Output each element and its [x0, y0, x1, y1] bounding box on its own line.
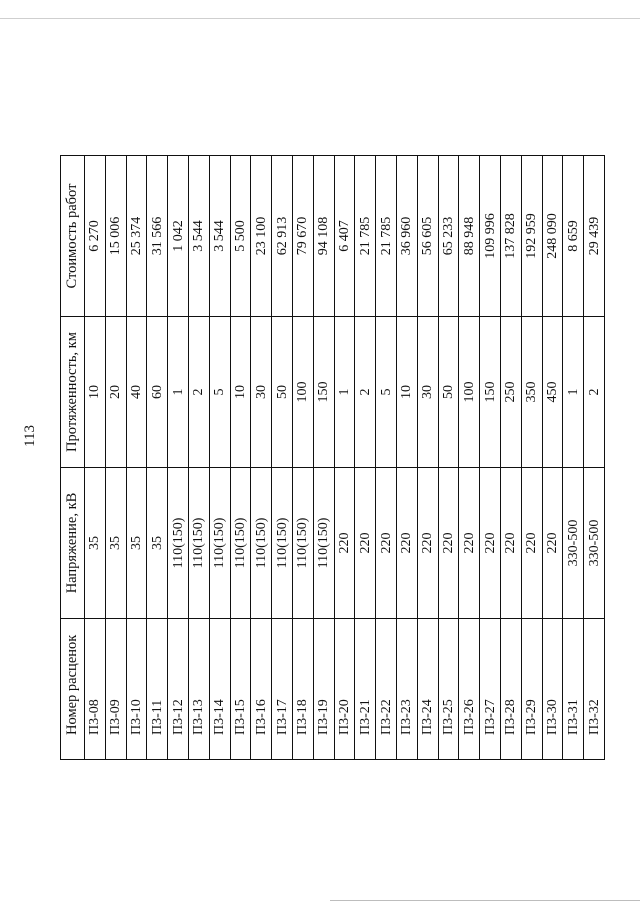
voltage-cell: 220 [521, 468, 542, 619]
length-cell: 100 [459, 317, 480, 468]
cost-cell: 192 959 [521, 156, 542, 317]
rate-number-cell: П3-08 [85, 619, 106, 760]
voltage-cell: 35 [126, 468, 147, 619]
length-cell: 250 [500, 317, 521, 468]
cost-cell: 79 670 [292, 156, 313, 317]
cost-cell: 6 407 [334, 156, 355, 317]
length-cell: 2 [584, 317, 605, 468]
table-row [292, 156, 313, 760]
length-cell: 10 [230, 317, 251, 468]
table-row [459, 156, 480, 760]
cost-cell: 62 913 [272, 156, 293, 317]
rate-number-cell: П3-11 [147, 619, 168, 760]
length-cell: 10 [85, 317, 106, 468]
cost-cell: 23 100 [251, 156, 272, 317]
cost-cell: 6 270 [85, 156, 106, 317]
voltage-cell: 220 [376, 468, 397, 619]
table-row [168, 156, 189, 760]
cost-cell: 36 960 [396, 156, 417, 317]
rate-number-cell: П3-20 [334, 619, 355, 760]
rate-number-cell: П3-21 [355, 619, 376, 760]
table-row [521, 156, 542, 760]
cost-cell: 25 374 [126, 156, 147, 317]
rate-number-cell: П3-28 [500, 619, 521, 760]
voltage-cell: 110(150) [272, 468, 293, 619]
voltage-cell: 220 [438, 468, 459, 619]
voltage-cell: 220 [396, 468, 417, 619]
length-cell: 50 [438, 317, 459, 468]
voltage-cell: 110(150) [313, 468, 334, 619]
table-row [85, 156, 106, 760]
cost-cell: 137 828 [500, 156, 521, 317]
length-cell: 5 [376, 317, 397, 468]
cost-cell: 1 042 [168, 156, 189, 317]
voltage-cell: 220 [355, 468, 376, 619]
table-row [313, 156, 334, 760]
voltage-cell: 35 [85, 468, 106, 619]
length-cell: 5 [209, 317, 230, 468]
table-row [188, 156, 209, 760]
voltage-cell: 220 [459, 468, 480, 619]
rate-number-cell: П3-22 [376, 619, 397, 760]
rate-number-cell: П3-14 [209, 619, 230, 760]
page-edge-bottom [330, 900, 640, 901]
cost-cell: 56 605 [417, 156, 438, 317]
length-cell: 60 [147, 317, 168, 468]
table-row [126, 156, 147, 760]
voltage-cell: 35 [105, 468, 126, 619]
length-cell: 1 [168, 317, 189, 468]
voltage-cell: 220 [542, 468, 563, 619]
table-row [355, 156, 376, 760]
length-cell: 2 [188, 317, 209, 468]
rate-number-cell: П3-26 [459, 619, 480, 760]
header-rate-number: Номер расценок [61, 619, 85, 760]
rate-number-cell: П3-10 [126, 619, 147, 760]
rate-number-cell: П3-15 [230, 619, 251, 760]
rate-number-cell: П3-23 [396, 619, 417, 760]
cost-cell: 21 785 [355, 156, 376, 317]
length-cell: 40 [126, 317, 147, 468]
table-row [272, 156, 293, 760]
rate-number-cell: П3-19 [313, 619, 334, 760]
rate-number-cell: П3-24 [417, 619, 438, 760]
cost-cell: 29 439 [584, 156, 605, 317]
cost-cell: 109 996 [480, 156, 501, 317]
table-header-row [61, 156, 85, 760]
table-row [480, 156, 501, 760]
length-cell: 10 [396, 317, 417, 468]
cost-cell: 88 948 [459, 156, 480, 317]
voltage-cell: 330-500 [563, 468, 584, 619]
cost-cell: 3 544 [209, 156, 230, 317]
voltage-cell: 35 [147, 468, 168, 619]
voltage-cell: 220 [334, 468, 355, 619]
voltage-cell: 110(150) [168, 468, 189, 619]
length-cell: 30 [417, 317, 438, 468]
length-cell: 450 [542, 317, 563, 468]
page-number: 113 [22, 425, 38, 447]
header-cost: Стоимость работ [61, 156, 85, 317]
rate-number-cell: П3-29 [521, 619, 542, 760]
voltage-cell: 330-500 [584, 468, 605, 619]
table-body [85, 156, 605, 760]
voltage-cell: 110(150) [209, 468, 230, 619]
length-cell: 150 [313, 317, 334, 468]
header-length: Протяженность, км [61, 317, 85, 468]
rate-number-cell: П3-13 [188, 619, 209, 760]
length-cell: 350 [521, 317, 542, 468]
length-cell: 150 [480, 317, 501, 468]
table-row [209, 156, 230, 760]
length-cell: 20 [105, 317, 126, 468]
rate-number-cell: П3-25 [438, 619, 459, 760]
cost-cell: 248 090 [542, 156, 563, 317]
cost-cell: 3 544 [188, 156, 209, 317]
length-cell: 30 [251, 317, 272, 468]
voltage-cell: 110(150) [292, 468, 313, 619]
voltage-cell: 220 [500, 468, 521, 619]
voltage-cell: 220 [417, 468, 438, 619]
page-edge-top [0, 18, 640, 19]
table-row [584, 156, 605, 760]
rate-number-cell: П3-18 [292, 619, 313, 760]
length-cell: 100 [292, 317, 313, 468]
table-row [376, 156, 397, 760]
table-row [563, 156, 584, 760]
table-row [251, 156, 272, 760]
rate-number-cell: П3-31 [563, 619, 584, 760]
cost-cell: 5 500 [230, 156, 251, 317]
rate-number-cell: П3-27 [480, 619, 501, 760]
cost-cell: 94 108 [313, 156, 334, 317]
rate-number-cell: П3-16 [251, 619, 272, 760]
table-row [396, 156, 417, 760]
voltage-cell: 110(150) [188, 468, 209, 619]
length-cell: 2 [355, 317, 376, 468]
table-row [500, 156, 521, 760]
voltage-cell: 110(150) [230, 468, 251, 619]
rate-number-cell: П3-12 [168, 619, 189, 760]
cost-cell: 15 006 [105, 156, 126, 317]
table-row [542, 156, 563, 760]
length-cell: 1 [563, 317, 584, 468]
length-cell: 1 [334, 317, 355, 468]
rotated-table-container [60, 156, 602, 760]
cost-cell: 31 566 [147, 156, 168, 317]
cost-cell: 8 659 [563, 156, 584, 317]
rate-number-cell: П3-09 [105, 619, 126, 760]
table-row [438, 156, 459, 760]
rate-number-cell: П3-32 [584, 619, 605, 760]
table-row [230, 156, 251, 760]
table-row [105, 156, 126, 760]
table-row [334, 156, 355, 760]
cost-cell: 65 233 [438, 156, 459, 317]
voltage-cell: 110(150) [251, 468, 272, 619]
voltage-cell: 220 [480, 468, 501, 619]
cost-cell: 21 785 [376, 156, 397, 317]
header-voltage: Напряжение, кВ [61, 468, 85, 619]
rate-number-cell: П3-17 [272, 619, 293, 760]
length-cell: 50 [272, 317, 293, 468]
table-row [147, 156, 168, 760]
table-row [417, 156, 438, 760]
rates-table [60, 155, 605, 760]
rate-number-cell: П3-30 [542, 619, 563, 760]
